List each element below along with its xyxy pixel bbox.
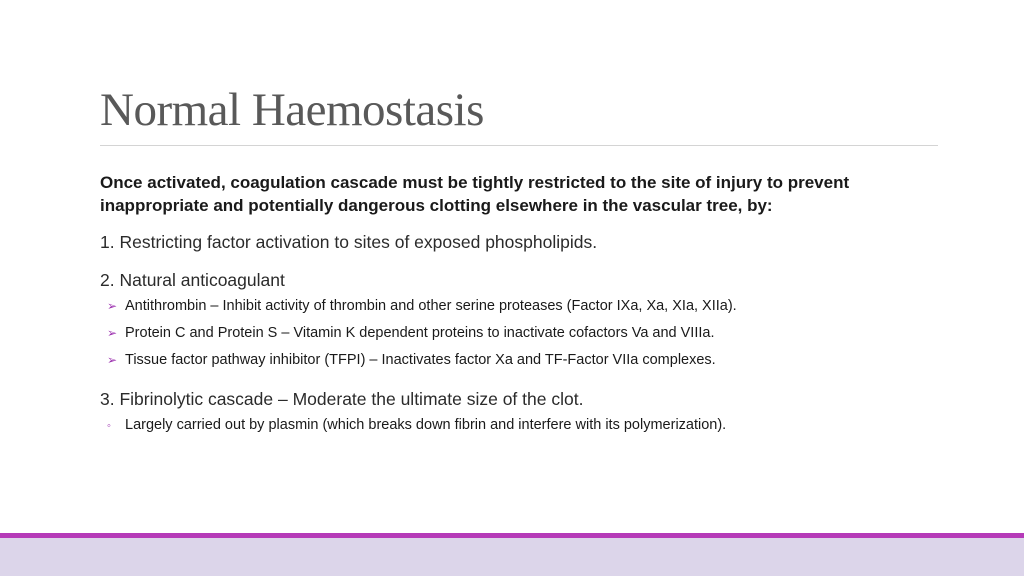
title-divider xyxy=(100,145,938,146)
sub-item-plasmin xyxy=(107,415,726,436)
sub-item-antithrombin xyxy=(107,296,737,316)
circle-bullet-icon: ◦ xyxy=(107,420,111,432)
sub-item-tfpi xyxy=(107,350,716,370)
sub-item-protein-c-s xyxy=(107,323,714,343)
sub-item-text: Antithrombin – Inhibit activity of thrombin and other serine proteases (Factor IXa, Xa, XIa, XIIa). xyxy=(125,298,737,314)
arrow-bullet-icon: ➢ xyxy=(107,326,118,340)
arrow-bullet-icon: ➢ xyxy=(107,353,118,367)
point-2: 2. Natural anticoagulant xyxy=(100,270,285,290)
slide-title: Normal Haemostasis xyxy=(100,84,484,136)
intro-paragraph: Once activated, coagulation cascade must be tightly restricted to the site of injury to prevent inappropriate and potentially dangerous clotting elsewhere in the vascular tree, by: xyxy=(100,173,850,215)
arrow-bullet-icon: ➢ xyxy=(107,299,118,313)
footer-band xyxy=(0,538,1024,576)
point-3: 3. Fibrinolytic cascade – Moderate the ultimate size of the clot. xyxy=(100,389,584,409)
sub-item-text: Protein C and Protein S – Vitamin K dependent proteins to inactivate cofactors Va and VIIIa. xyxy=(125,325,715,341)
point-1: 1. Restricting factor activation to sites of exposed phospholipids. xyxy=(100,232,598,252)
sub-item-text: Largely carried out by plasmin (which breaks down fibrin and interfere with its polymerization). xyxy=(125,417,727,433)
sub-item-text: Tissue factor pathway inhibitor (TFPI) – Inactivates factor Xa and TF-Factor VIIa complexes. xyxy=(125,352,716,368)
